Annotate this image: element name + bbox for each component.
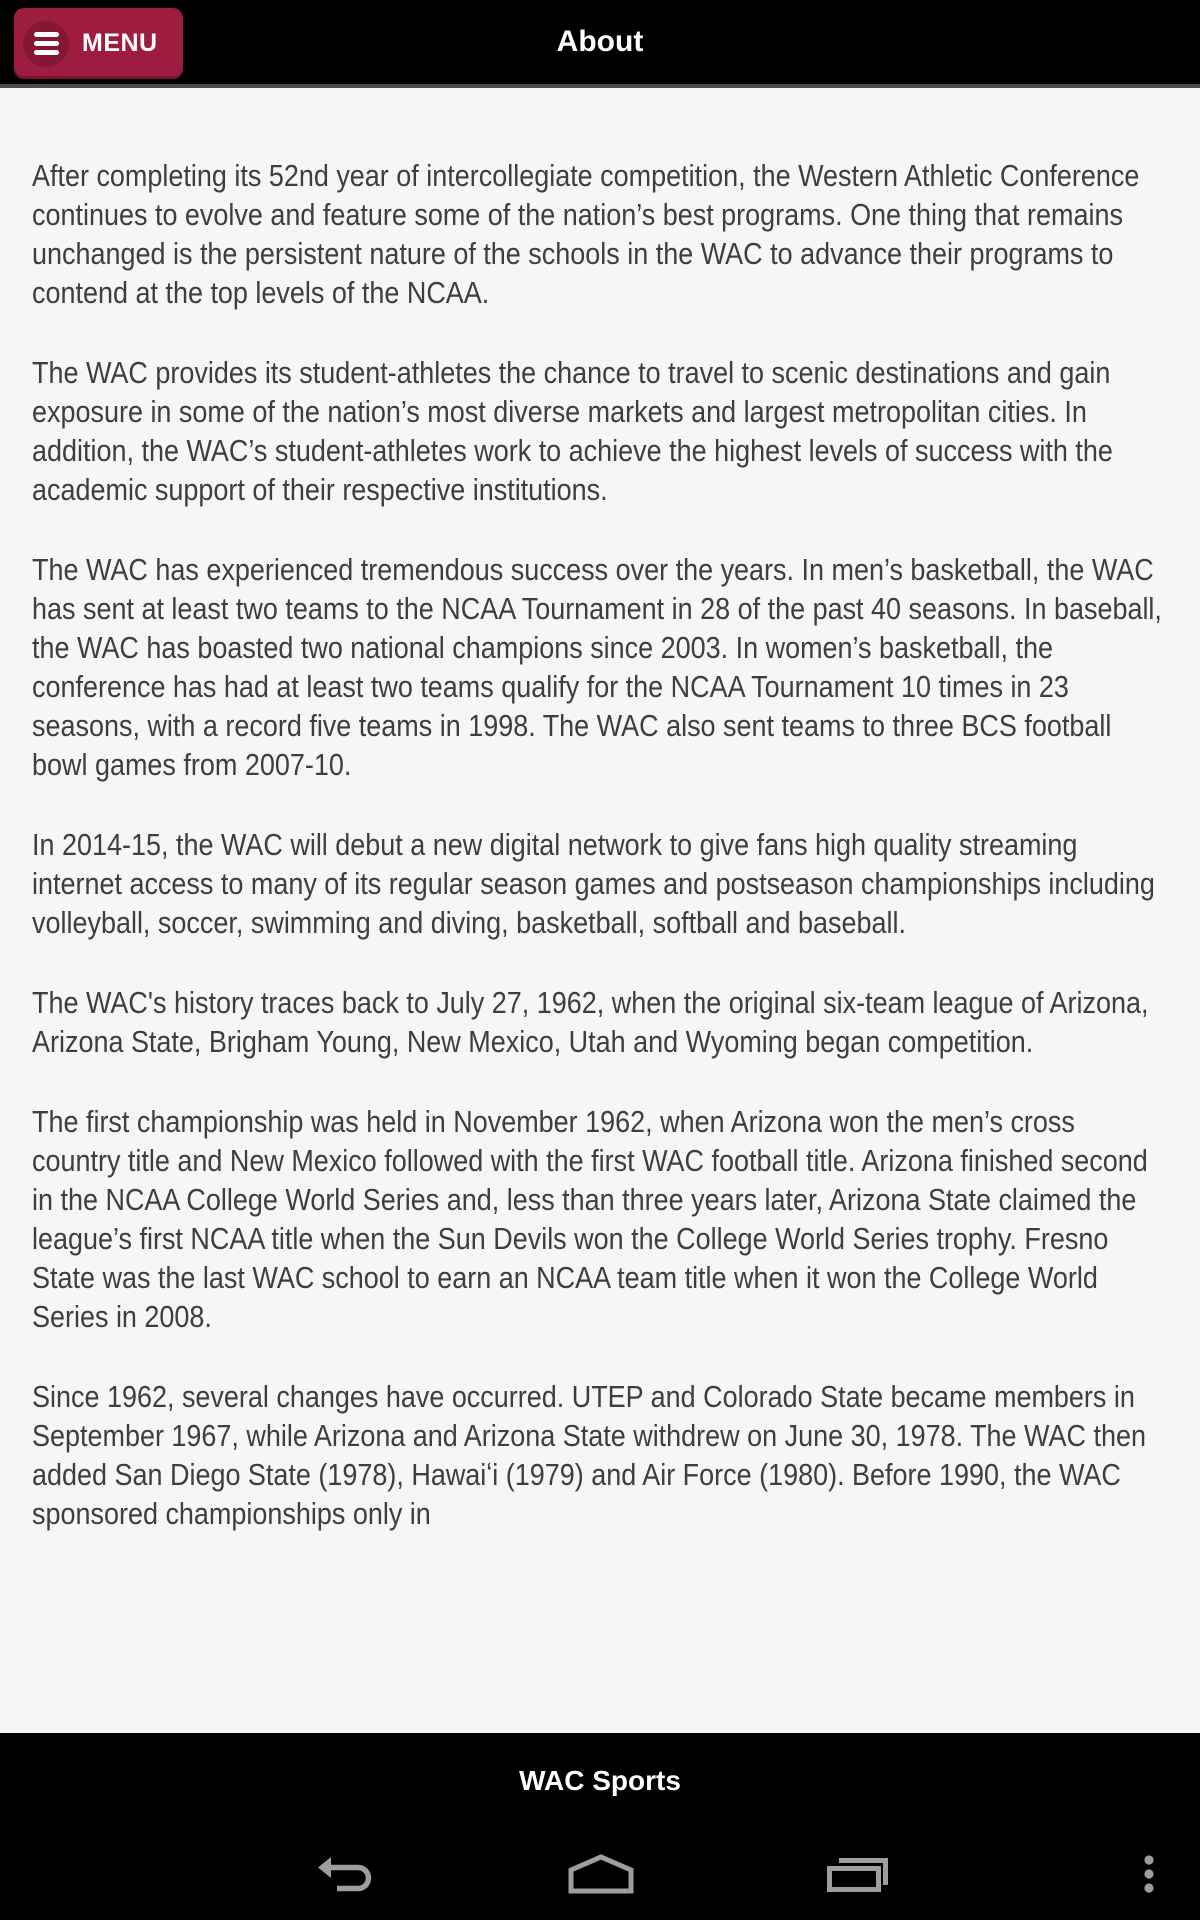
overflow-menu-button[interactable] bbox=[1119, 1828, 1179, 1920]
paragraph: The WAC provides its student-athletes the chance to travel to scenic destinations and gain exposure in some of the nation’s most diverse markets and largest metropolitan cities. In addition, the WAC’s student-athletes work to achieve the highest levels of success with the academic support of their respective institutions. bbox=[32, 355, 1113, 507]
hamburger-icon bbox=[23, 21, 69, 67]
paragraph: The WAC's history traces back to July 27, 1962, when the original six-team league of Arizona, Arizona State, Brigham Young, New Mexico, Utah and Wyoming began competition. bbox=[32, 985, 1149, 1059]
page-title: About bbox=[556, 25, 644, 58]
overflow-menu-icon bbox=[1143, 1855, 1155, 1893]
content-scroll-area[interactable] bbox=[0, 88, 1200, 1733]
paragraph: The WAC has experienced tremendous success over the years. In men’s basketball, the WAC has sent at least two teams to the NCAA Tournament in 28 of the past 40 seasons. In baseball, the WAC has boasted two national champions since 2003. In women’s basketball, the conference has had at least two teams qualify for the NCAA Tournament 10 times in 23 seasons, with a record five teams in 1998. The WAC also sent teams to three BCS football bowl games from 2007-10. bbox=[32, 552, 1162, 782]
recents-button[interactable] bbox=[810, 1828, 906, 1920]
paragraph: Since 1962, several changes have occurred. UTEP and Colorado State became members in September 1967, while Arizona and Arizona State withdrew on June 30, 1978. The WAC then added San Diego State (1978), Hawaiʻi (1979) and Air Force (1980). Before 1990, the WAC sponsored championships only in bbox=[32, 1379, 1146, 1531]
paragraph: The first championship was held in November 1962, when Arizona won the men’s cross country title and New Mexico followed with the first WAC football title. Arizona finished second in the NCAA College World Series and, less than three years later, Arizona State claimed the league’s first NCAA title when the Sun Devils won the College World Series trophy. Fresno State was the last WAC school to earn an NCAA team title when it won the College World Series in 2008. bbox=[32, 1104, 1148, 1334]
menu-button-label: MENU bbox=[82, 29, 158, 57]
home-icon bbox=[567, 1854, 635, 1894]
back-button[interactable] bbox=[300, 1828, 396, 1920]
article-text bbox=[32, 156, 1168, 1533]
back-icon bbox=[316, 1855, 380, 1893]
paragraph: In 2014-15, the WAC will debut a new digital network to give fans high quality streaming internet access to many of its regular season games and postseason championships including volleyball, soccer, swimming and diving, basketball, softball and baseball. bbox=[32, 827, 1155, 940]
home-button[interactable] bbox=[553, 1828, 649, 1920]
recents-icon bbox=[825, 1855, 891, 1893]
paragraph: After completing its 52nd year of intercollegiate competition, the Western Athletic Conference continues to evolve and feature some of the nation’s best programs. One thing that remains unchanged is the persistent nature of the schools in the WAC to advance their programs to contend at the top levels of the NCAA. bbox=[32, 158, 1140, 310]
menu-button[interactable] bbox=[14, 8, 183, 79]
app-footer bbox=[0, 1733, 1200, 1828]
top-bar bbox=[0, 0, 1200, 88]
system-nav-bar bbox=[0, 1828, 1200, 1920]
footer-title: WAC Sports bbox=[519, 1764, 681, 1796]
